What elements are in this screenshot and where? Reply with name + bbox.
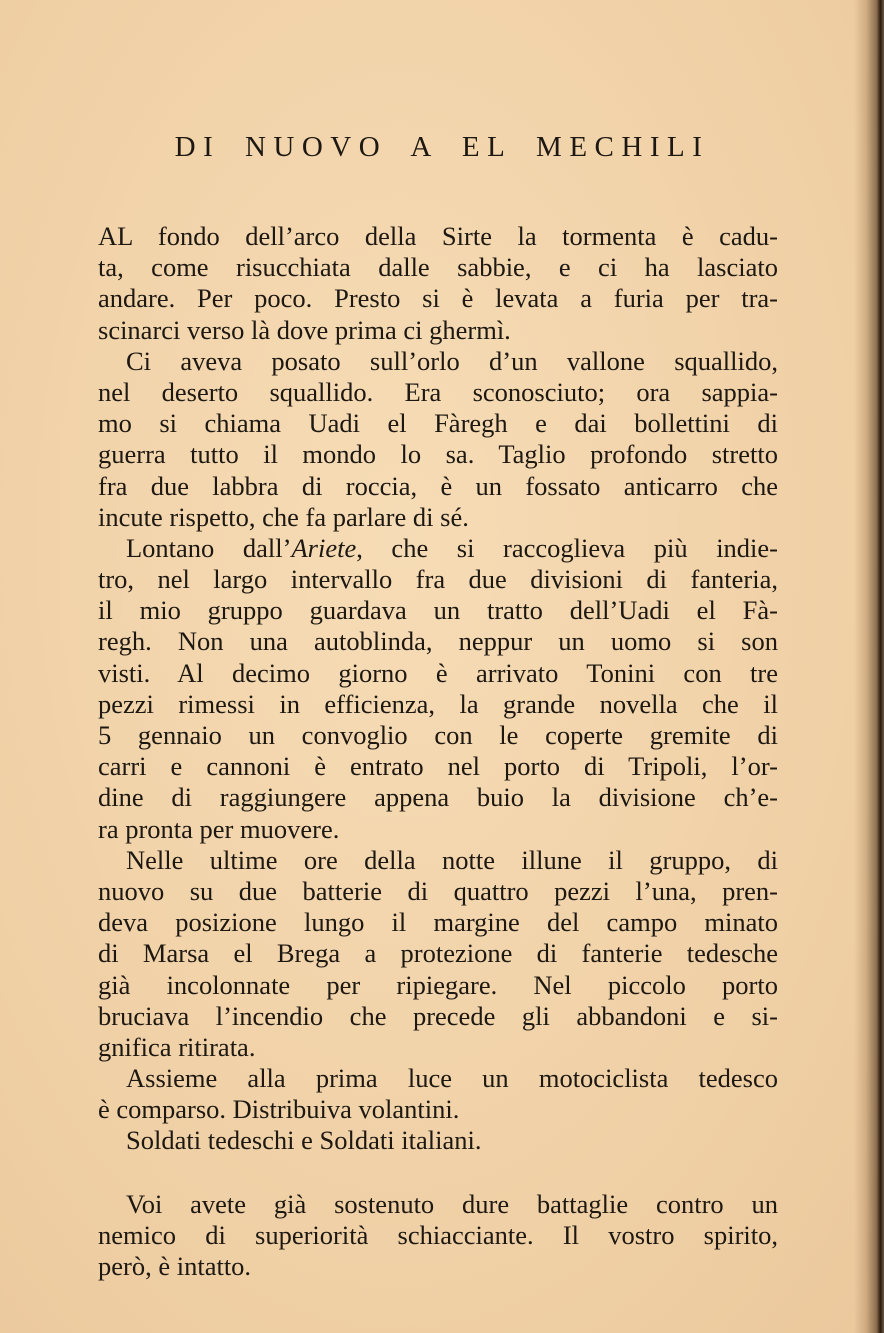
paragraph-2 [98,346,778,533]
text-line: AL fondo dell’arco della Sirte la tormenta è cadu- [98,221,778,251]
text-line: 5 gennaio un convoglio con le coperte gremite di [98,720,778,750]
paragraph-4 [98,845,778,1063]
paragraph-1 [98,221,778,346]
paragraph-6 [98,1125,778,1156]
text-line: Nelle ultime ore della notte illune il gruppo, di [126,844,778,875]
text-line: incute rispetto, che fa parlare di sé. [98,501,469,532]
text-line: mo si chiama Uadi el Fàregh e dai bollettini di [98,408,778,439]
text-line: visti. Al decimo giorno è arrivato Tonini con tre [98,657,778,688]
text-line: già incolonnate per ripiegare. Nel piccolo porto [98,969,778,1000]
text-line: nemico di superiorità schiacciante. Il vostro spirito, [98,1219,778,1250]
text-line: è comparso. Distribuiva volantini. [98,1094,460,1125]
text-line: bruciava l’incendio che precede gli abbandoni e si- [98,1000,778,1031]
text-line: tro, nel largo intervallo fra due divisioni di fanteria, [98,564,778,595]
text-line: gnifica ritirata. [98,1031,256,1062]
text-line: ra pronta per muovere. [98,813,340,844]
paragraph-5 [98,1063,778,1125]
text-line: nel deserto squallido. Era sconosciuto; ora sappia- [98,376,778,407]
paragraph-7 [98,1189,778,1283]
text-line: Voi avete già sostenuto dure battaglie contro un [126,1188,778,1219]
book-spine-shadow [854,0,884,1333]
text-line: deva posizione lungo il margine del campo minato [98,907,778,938]
text-line: nuovo su due batterie di quattro pezzi l’una, pren- [98,875,778,906]
text-line: scinarci verso là dove prima ci ghermì. [98,314,511,345]
body-text [98,221,778,1282]
text-line: però, è intatto. [98,1251,252,1281]
section-gap [98,1157,778,1189]
chapter-title: DI NUOVO A EL MECHILI [174,131,710,163]
text-line: ta, come risucchiata dalle sabbie, e ci ha lasciato [98,252,778,283]
text-line: Ci aveva posato sull’orlo d’un vallone squallido, [126,345,778,376]
paragraph-3 [98,533,778,845]
text-line: guerra tutto il mondo lo sa. Taglio profondo stretto [98,439,778,470]
text-line: fra due labbra di roccia, è un fossato anticarro che [98,470,778,501]
text-line: di Marsa el Brega a protezione di fanterie tedesche [98,938,778,969]
text-line: dine di raggiungere appena buio la divisione ch’e- [98,782,778,813]
text-line: andare. Per poco. Presto si è levata a furia per tra- [98,283,778,314]
text-line: Soldati tedeschi e Soldati italiani. [126,1125,482,1156]
text-line: Assieme alla prima luce un motociclista tedesco [126,1063,778,1094]
italic-name: Ariete [291,532,357,563]
text-line: carri e cannoni è entrato nel porto di Tripoli, l’or- [98,751,778,782]
text-line: il mio gruppo guardava un tratto dell’Uadi el Fà- [98,595,778,626]
text-line: pezzi rimessi in efficienza, la grande novella che il [98,688,778,719]
text-line: regh. Non una autoblinda, neppur un uomo si son [98,626,778,657]
text-line: Lontano dall’Ariete, che si raccoglieva più indie- [126,532,779,563]
